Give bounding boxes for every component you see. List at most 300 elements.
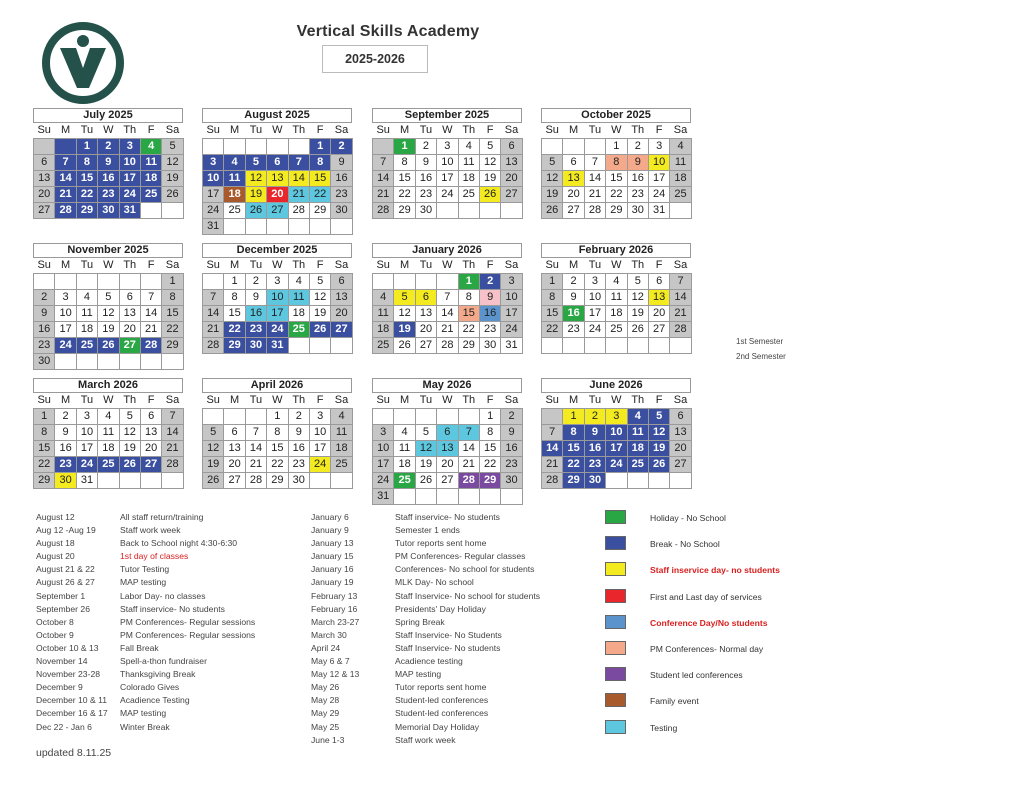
day-cell	[542, 338, 563, 354]
legend-label: Family event	[650, 696, 699, 707]
weekday-header: W	[442, 259, 453, 271]
day-cell: 26	[203, 473, 224, 489]
day-cell: 3	[501, 274, 522, 290]
event-row	[311, 524, 591, 537]
day-cell: 11	[394, 441, 415, 457]
event-description: MLK Day- No school	[395, 577, 474, 588]
day-cell	[542, 139, 563, 155]
day-cell: 8	[224, 290, 245, 306]
month-july-2025	[33, 108, 183, 219]
day-cell: 24	[606, 457, 627, 473]
event-date: December 9	[36, 682, 83, 693]
day-cell: 16	[563, 306, 584, 322]
day-cell: 23	[55, 457, 76, 473]
weekday-header: F	[316, 124, 324, 136]
event-description: Semester 1 ends	[395, 525, 460, 536]
day-cell: 6	[267, 155, 288, 171]
day-cell	[245, 139, 266, 155]
day-cell: 20	[119, 322, 140, 338]
day-cell: 7	[288, 155, 309, 171]
day-cell	[331, 338, 352, 354]
event-description: MAP testing	[120, 708, 167, 719]
day-cell: 8	[76, 155, 97, 171]
day-cell: 20	[267, 187, 288, 203]
event-date: January 13	[311, 538, 354, 549]
day-cell: 27	[331, 322, 352, 338]
day-cell: 16	[627, 171, 648, 187]
day-cell	[267, 139, 288, 155]
month-title: January 2026	[372, 243, 522, 258]
day-cell: 6	[670, 409, 691, 425]
weekday-header: Su	[37, 124, 51, 136]
day-cell: 19	[245, 187, 266, 203]
event-row	[36, 668, 306, 681]
day-cell: 2	[479, 274, 500, 290]
day-cell	[55, 274, 76, 290]
day-cell: 27	[563, 203, 584, 219]
day-cell: 11	[670, 155, 691, 171]
day-cell: 2	[415, 139, 436, 155]
day-cell: 19	[119, 441, 140, 457]
day-cell: 22	[267, 457, 288, 473]
month-table	[541, 123, 692, 219]
day-cell: 18	[76, 322, 97, 338]
day-cell: 5	[627, 274, 648, 290]
day-cell: 7	[670, 274, 691, 290]
day-cell: 25	[224, 203, 245, 219]
day-cell: 10	[501, 290, 522, 306]
day-cell: 23	[415, 187, 436, 203]
day-cell: 5	[648, 409, 669, 425]
day-cell: 29	[267, 473, 288, 489]
day-cell: 1	[267, 409, 288, 425]
day-cell: 9	[501, 425, 522, 441]
event-description: Presidents' Day Holiday	[395, 603, 486, 614]
day-cell: 22	[309, 187, 330, 203]
school-title: Vertical Skills Academy	[296, 23, 480, 40]
legend-swatch	[605, 693, 626, 707]
day-cell: 7	[140, 290, 161, 306]
weekday-header: Th	[631, 394, 645, 406]
day-cell: 31	[501, 338, 522, 354]
day-cell: 15	[224, 306, 245, 322]
weekday-header: F	[655, 259, 663, 271]
day-cell	[98, 354, 119, 370]
month-table	[541, 258, 692, 354]
day-cell: 30	[55, 473, 76, 489]
day-cell	[563, 139, 584, 155]
day-cell: 10	[267, 290, 288, 306]
day-cell: 20	[140, 441, 161, 457]
weekday-header: Tu	[588, 394, 602, 406]
event-row	[311, 707, 591, 720]
event-description: MAP testing	[120, 577, 167, 588]
weekday-header: Sa	[504, 259, 519, 271]
day-cell: 9	[98, 155, 119, 171]
day-cell: 21	[140, 322, 161, 338]
weekday-header: Tu	[588, 259, 602, 271]
day-cell: 19	[542, 187, 563, 203]
event-description: Colorado Gives	[120, 682, 180, 693]
day-cell: 19	[162, 171, 183, 187]
day-cell: 21	[245, 457, 266, 473]
day-cell: 3	[606, 409, 627, 425]
month-title: June 2026	[541, 378, 691, 393]
day-cell	[437, 489, 458, 505]
day-cell: 10	[309, 425, 330, 441]
day-cell: 29	[606, 203, 627, 219]
day-cell: 18	[98, 441, 119, 457]
day-cell	[309, 219, 330, 235]
day-cell: 31	[648, 203, 669, 219]
month-november-2025	[33, 243, 183, 370]
event-description: Acadience Testing	[120, 695, 190, 706]
event-date: January 19	[311, 577, 354, 588]
day-cell: 2	[627, 139, 648, 155]
month-title: November 2025	[33, 243, 183, 258]
day-cell: 28	[584, 203, 605, 219]
day-cell: 4	[140, 139, 161, 155]
day-cell: 21	[670, 306, 691, 322]
day-cell: 7	[162, 409, 183, 425]
day-cell: 21	[55, 187, 76, 203]
day-cell: 21	[288, 187, 309, 203]
day-cell: 20	[501, 171, 522, 187]
event-row	[311, 681, 591, 694]
event-row	[36, 563, 306, 576]
event-row	[311, 550, 591, 563]
event-description: Spring Break	[395, 616, 445, 627]
day-cell: 25	[98, 457, 119, 473]
day-cell: 3	[373, 425, 394, 441]
day-cell: 17	[267, 306, 288, 322]
event-date: February 13	[311, 590, 358, 601]
day-cell: 22	[458, 322, 479, 338]
day-cell: 11	[606, 290, 627, 306]
day-cell: 6	[563, 155, 584, 171]
day-cell: 22	[224, 322, 245, 338]
legend-swatch	[605, 536, 626, 550]
day-cell	[203, 409, 224, 425]
day-cell: 13	[563, 171, 584, 187]
event-date: October 8	[36, 616, 74, 627]
event-date: May 29	[311, 708, 340, 719]
month-title: August 2025	[202, 108, 352, 123]
weekday-header: Su	[376, 259, 390, 271]
day-cell	[458, 489, 479, 505]
day-cell: 23	[288, 457, 309, 473]
event-description: Thanksgiving Break	[120, 669, 196, 680]
event-row	[36, 537, 306, 550]
day-cell: 2	[245, 274, 266, 290]
event-row	[36, 576, 306, 589]
month-december-2025	[202, 243, 352, 354]
weekday-header: Tu	[419, 394, 433, 406]
day-cell: 13	[119, 306, 140, 322]
weekday-header: Sa	[673, 259, 688, 271]
event-date: December 16 & 17	[36, 708, 108, 719]
day-cell: 24	[309, 457, 330, 473]
weekday-header: M	[569, 124, 579, 136]
day-cell: 30	[479, 338, 500, 354]
event-date: February 16	[311, 603, 358, 614]
weekday-header: Th	[123, 124, 137, 136]
day-cell: 27	[119, 338, 140, 354]
event-row	[311, 642, 591, 655]
day-cell	[331, 473, 352, 489]
day-cell: 31	[203, 219, 224, 235]
day-cell: 20	[34, 187, 55, 203]
weekday-header: Tu	[249, 394, 263, 406]
event-date: November 14	[36, 656, 88, 667]
weekday-header: Th	[292, 124, 306, 136]
month-october-2025	[541, 108, 691, 219]
day-cell: 22	[76, 187, 97, 203]
event-date: December 10 & 11	[36, 695, 108, 706]
weekday-header: F	[486, 124, 494, 136]
legend-swatch	[605, 589, 626, 603]
day-cell: 15	[309, 171, 330, 187]
weekday-header: Th	[631, 124, 645, 136]
event-row	[311, 563, 591, 576]
day-cell: 3	[584, 274, 605, 290]
day-cell: 23	[584, 457, 605, 473]
day-cell	[563, 338, 584, 354]
day-cell: 4	[98, 409, 119, 425]
day-cell: 15	[76, 171, 97, 187]
day-cell: 28	[203, 338, 224, 354]
day-cell: 2	[55, 409, 76, 425]
event-description: Student-led conferences	[395, 708, 489, 719]
day-cell: 6	[648, 274, 669, 290]
day-cell: 17	[203, 187, 224, 203]
day-cell: 27	[648, 322, 669, 338]
day-cell: 21	[437, 322, 458, 338]
day-cell: 3	[55, 290, 76, 306]
legend-label: First and Last day of services	[650, 591, 762, 602]
event-date: June 1-3	[311, 734, 345, 745]
day-cell: 26	[415, 473, 436, 489]
day-cell	[373, 139, 394, 155]
day-cell: 16	[98, 171, 119, 187]
day-cell: 25	[76, 338, 97, 354]
event-date: March 23-27	[311, 616, 360, 627]
month-title: September 2025	[372, 108, 522, 123]
event-date: January 16	[311, 564, 354, 575]
event-date: March 30	[311, 629, 347, 640]
event-description: MAP testing	[395, 669, 442, 680]
day-cell: 1	[162, 274, 183, 290]
event-row	[311, 629, 591, 642]
day-cell	[34, 274, 55, 290]
day-cell: 30	[331, 203, 352, 219]
weekday-header: W	[442, 394, 453, 406]
legend-swatch	[605, 720, 626, 734]
weekday-header: W	[442, 124, 453, 136]
day-cell	[458, 203, 479, 219]
event-row	[311, 537, 591, 550]
day-cell: 1	[309, 139, 330, 155]
day-cell	[288, 219, 309, 235]
event-description: Staff work week	[395, 734, 456, 745]
weekday-header: Su	[545, 124, 559, 136]
day-cell: 19	[309, 306, 330, 322]
day-cell: 15	[479, 441, 500, 457]
event-description: Spell-a-thon fundraiser	[120, 656, 207, 667]
month-january-2026	[372, 243, 522, 354]
event-description: Student-led conferences	[395, 695, 489, 706]
day-cell: 14	[458, 441, 479, 457]
weekday-header: M	[400, 394, 410, 406]
day-cell	[245, 219, 266, 235]
day-cell: 21	[542, 457, 563, 473]
day-cell: 24	[267, 322, 288, 338]
day-cell: 30	[288, 473, 309, 489]
day-cell: 17	[119, 171, 140, 187]
day-cell	[373, 409, 394, 425]
day-cell: 11	[373, 306, 394, 322]
day-cell	[479, 203, 500, 219]
day-cell: 26	[648, 457, 669, 473]
day-cell	[98, 473, 119, 489]
day-cell: 28	[162, 457, 183, 473]
event-date: Aug 12 -Aug 19	[36, 525, 96, 536]
event-description: Tutor Testing	[120, 564, 170, 575]
event-description: 1st day of classes	[120, 551, 189, 562]
day-cell: 25	[373, 338, 394, 354]
weekday-header: W	[103, 124, 114, 136]
day-cell: 3	[76, 409, 97, 425]
day-cell	[119, 274, 140, 290]
day-cell: 26	[245, 203, 266, 219]
day-cell: 9	[331, 155, 352, 171]
day-cell: 13	[501, 155, 522, 171]
day-cell: 14	[245, 441, 266, 457]
day-cell	[542, 409, 563, 425]
day-cell: 28	[670, 322, 691, 338]
day-cell: 11	[140, 155, 161, 171]
day-cell: 12	[203, 441, 224, 457]
day-cell: 19	[648, 441, 669, 457]
day-cell: 18	[627, 441, 648, 457]
day-cell: 17	[76, 441, 97, 457]
day-cell: 16	[479, 306, 500, 322]
day-cell: 5	[203, 425, 224, 441]
month-april-2026	[202, 378, 352, 489]
day-cell: 24	[584, 322, 605, 338]
day-cell: 14	[162, 425, 183, 441]
day-cell	[267, 219, 288, 235]
event-row	[36, 707, 306, 720]
weekday-header: Sa	[504, 124, 519, 136]
day-cell: 18	[224, 187, 245, 203]
event-date: November 23-28	[36, 669, 101, 680]
day-cell	[584, 139, 605, 155]
event-date: October 9	[36, 629, 74, 640]
day-cell: 19	[627, 306, 648, 322]
day-cell	[584, 338, 605, 354]
day-cell: 13	[415, 306, 436, 322]
day-cell: 23	[479, 322, 500, 338]
event-row	[36, 642, 306, 655]
day-cell: 31	[76, 473, 97, 489]
event-row	[311, 694, 591, 707]
day-cell: 29	[34, 473, 55, 489]
event-row	[36, 721, 306, 734]
day-cell: 8	[267, 425, 288, 441]
day-cell: 17	[309, 441, 330, 457]
day-cell: 17	[584, 306, 605, 322]
day-cell	[119, 354, 140, 370]
updated-note: updated 8.11.25	[36, 747, 112, 759]
weekday-header: Tu	[419, 259, 433, 271]
weekday-header: Th	[123, 259, 137, 271]
legend-swatch	[605, 562, 626, 576]
day-cell	[437, 203, 458, 219]
weekday-header: Th	[462, 124, 476, 136]
month-table	[372, 258, 523, 354]
day-cell: 27	[34, 203, 55, 219]
day-cell: 13	[140, 425, 161, 441]
day-cell: 29	[394, 203, 415, 219]
weekday-header: W	[611, 394, 622, 406]
day-cell: 12	[98, 306, 119, 322]
month-table	[33, 258, 184, 370]
event-row	[36, 681, 306, 694]
day-cell: 5	[309, 274, 330, 290]
weekday-header: M	[230, 394, 240, 406]
day-cell: 7	[245, 425, 266, 441]
day-cell: 6	[501, 139, 522, 155]
day-cell: 20	[415, 322, 436, 338]
event-description: PM Conferences- Regular classes	[395, 551, 526, 562]
day-cell: 14	[203, 306, 224, 322]
day-cell: 2	[98, 139, 119, 155]
weekday-header: Su	[376, 124, 390, 136]
day-cell	[648, 338, 669, 354]
day-cell: 11	[331, 425, 352, 441]
event-row	[36, 590, 306, 603]
day-cell: 23	[627, 187, 648, 203]
day-cell	[309, 473, 330, 489]
day-cell: 13	[437, 441, 458, 457]
event-description: All staff return/training	[120, 512, 204, 522]
weekday-header: Th	[462, 394, 476, 406]
day-cell: 28	[140, 338, 161, 354]
event-date: January 6	[311, 512, 349, 522]
day-cell: 23	[98, 187, 119, 203]
day-cell: 8	[394, 155, 415, 171]
day-cell: 9	[34, 306, 55, 322]
day-cell: 3	[648, 139, 669, 155]
day-cell: 22	[606, 187, 627, 203]
day-cell	[98, 274, 119, 290]
day-cell	[76, 274, 97, 290]
day-cell: 19	[203, 457, 224, 473]
weekday-header: M	[400, 124, 410, 136]
day-cell: 24	[76, 457, 97, 473]
day-cell: 12	[648, 425, 669, 441]
day-cell: 20	[648, 306, 669, 322]
day-cell: 22	[34, 457, 55, 473]
day-cell: 2	[501, 409, 522, 425]
day-cell: 8	[162, 290, 183, 306]
month-table	[33, 123, 184, 219]
day-cell: 14	[55, 171, 76, 187]
day-cell: 5	[394, 290, 415, 306]
day-cell: 13	[224, 441, 245, 457]
event-date: October 10 & 13	[36, 642, 99, 653]
